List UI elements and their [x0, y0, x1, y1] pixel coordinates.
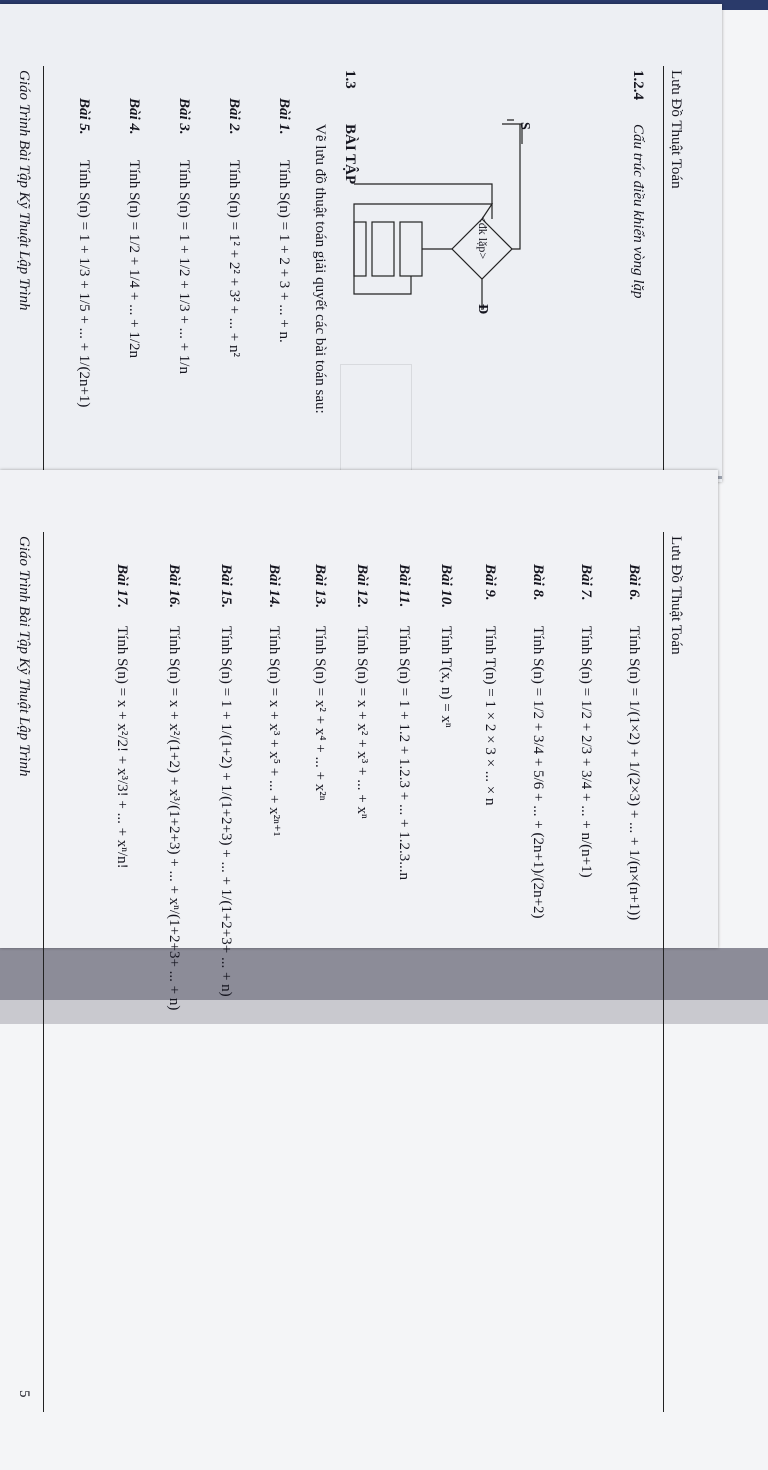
loop-body-box — [372, 222, 394, 276]
page-number: 5 — [16, 1390, 32, 1398]
page-5-content — [0, 470, 712, 1470]
loop-body-box — [400, 222, 422, 276]
section-number: 1.2.4 — [630, 70, 646, 100]
exercise-item: Bài 12.Tính S(n) = x + x² + x³ + ... + xⁿ — [354, 564, 370, 819]
page-header: Lưu Đồ Thuật Toán — [668, 70, 684, 189]
exercise-item: Bài 8.Tính S(n) = 1/2 + 3/4 + 5/6 + ... + (2n+1)/(2n+2) — [530, 564, 546, 919]
section-title: Cấu trúc điều khiển vòng lặp — [630, 124, 646, 299]
exercise-section-title: BÀI TẬP — [342, 124, 358, 185]
exercise-item: Bài 5.Tính S(n) = 1 + 1/3 + 1/5 + ... + 1/(2n+1) — [76, 98, 92, 408]
exercise-item: Bài 9.Tính T(n) = 1 × 2 × 3 × ... × n — [482, 564, 498, 806]
exercise-item: Bài 3.Tính S(n) = 1 + 1/2 + 1/3 + ... + 1/n — [176, 98, 192, 374]
flow-start-label: S — [517, 122, 532, 130]
page-5 — [0, 470, 718, 1398]
page-footer: Giáo Trình Bài Tập Kỹ Thuật Lập Trình — [16, 70, 32, 311]
exercise-item: Bài 14.Tính S(n) = x + x³ + x⁵ + ... + x²ⁿ⁺¹ — [266, 564, 282, 837]
bleed-through — [340, 364, 412, 486]
exercise-item: Bài 10.Tính T(x, n) = xⁿ — [438, 564, 454, 728]
exercise-item: Bài 1.Tính S(n) = 1 + 2 + 3 + ... + n. — [276, 98, 292, 343]
footer-rule — [43, 532, 44, 1412]
exercise-item: Bài 13.Tính S(n) = x² + x⁴ + ... + x²ⁿ — [312, 564, 328, 801]
exercise-item: Bài 17.Tính S(n) = x + x²/2! + x³/3! + ... + xⁿ/n! — [114, 564, 130, 869]
exercise-item: Bài 16.Tính S(n) = x + x²/(1+2) + x³/(1+2+3) + ... + xⁿ/(1+2+3+ ... + n) — [166, 564, 182, 1011]
page-4 — [0, 4, 722, 482]
exercise-section-number: 1.3 — [342, 70, 358, 89]
exercise-intro: Vẽ lưu đồ thuật toán giải quyết các bài toán sau: — [312, 124, 328, 414]
exercise-item: Bài 2.Tính S(n) = 1² + 2² + 3² + ... + n² — [226, 98, 242, 357]
flow-end-label: Đ — [475, 304, 490, 315]
page-header: Lưu Đồ Thuật Toán — [668, 536, 684, 655]
exercise-item: Bài 6.Tính S(n) = 1/(1×2) + 1/(2×3) + ... + 1/(n×(n+1)) — [626, 564, 642, 921]
exercise-item: Bài 15.Tính S(n) = 1 + 1/(1+2) + 1/(1+2+3) + ... + 1/(1+2+3+ ... + n) — [218, 564, 234, 997]
flow-condition-label: <đk lặp> — [476, 216, 490, 260]
exercise-item: Bài 7.Tính S(n) = 1/2 + 2/3 + 3/4 + ... + n/(n+1) — [578, 564, 594, 878]
exercise-item: Bài 4.Tính S(n) = 1/2 + 1/4 + ... + 1/2n — [126, 98, 142, 359]
header-rule — [663, 532, 664, 1412]
page-footer: Giáo Trình Bài Tập Kỹ Thuật Lập Trình — [16, 536, 32, 777]
loop-body-box — [354, 222, 366, 276]
exercise-item: Bài 11.Tính S(n) = 1 + 1.2 + 1.2.3 + ... + 1.2.3...n — [396, 564, 412, 880]
